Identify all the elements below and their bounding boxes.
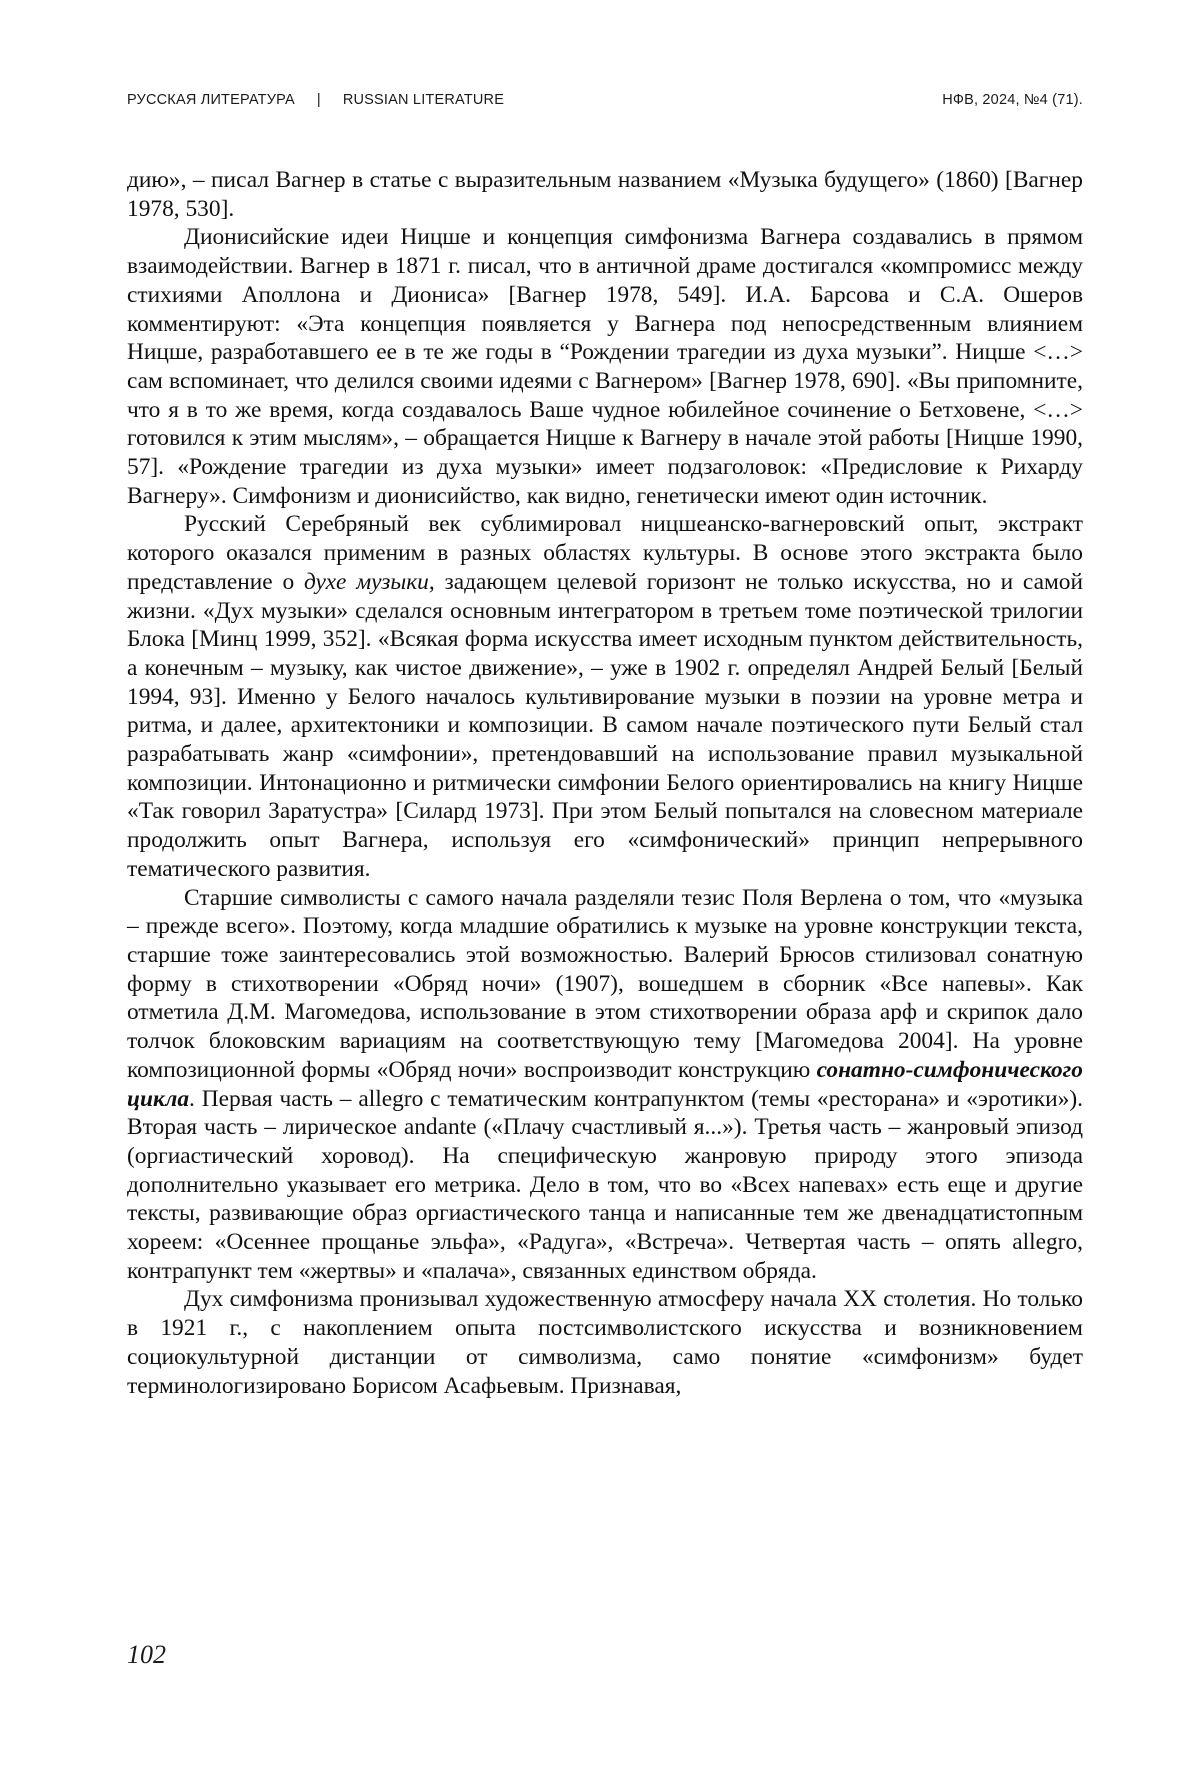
journal-title-en: RUSSIAN LITERATURE — [342, 92, 505, 108]
paragraph-4-bold-italic: сонатно-симфонического цикла — [127, 1056, 1083, 1112]
paragraph-4-text-b: . Первая часть – allegro с тематическим контрапунктом (темы «ресторана» и «эротики»). Вторая часть – лирическое andante («Плачу счастливый я...»). Третья часть – жанровый эпизод (оргиастический хоровод). На специфическую жанровую природу этого эпизода дополнительно указывает его метрика. Дело в том, что во «Всех напевах» есть еще и другие тексты, развивающие образ оргиастического танца и написанные тем же двенадцатистопным хореем: «Осеннее прощанье эльфа», «Радуга», «Встреча». Четвертая часть – опять allegro, контрапункт тем «жертвы» и «палача», связанных единством обряда. — [127, 1085, 1083, 1284]
running-header-left — [127, 92, 504, 108]
page-number: 102 — [127, 1640, 166, 1669]
paragraph-4-text-a: Старшие символисты с самого начала разделяли тезис Поля Верлена о том, что «музыка – прежде всего». Поэтому, когда младшие обратились к музыке на уровне конструкции текста, старшие тоже заинтересовались этой возможностью. Валерий Брюсов стилизовал сонатную форму в стихотворении «Обряд ночи» (1907), вошедшем в сборник «Все напевы». Как отметила Д.М. Магомедова, использование в этом стихотворении образа арф и скрипок дало толчок блоковским вариациям на соответствующую тему [Магомедова 2004]. На уровне композиционной формы «Обряд ночи» воспроизводит конструкцию — [127, 884, 1083, 1083]
paragraph-5: Дух симфонизма пронизывал художественную атмосферу начала XX столетия. Но только в 1921 г., с накоплением опыта постсимволистского искусства и возникновением социокультурной дистанции от символизма, само понятие «симфонизм» будет терминологизировано Борисом Асафьевым. Признавая, — [127, 1286, 1083, 1399]
paragraph-3-italic: духе музыки — [304, 568, 429, 595]
paragraph-3-text-a: Русский Серебряный век сублимировал ницшеанско-вагнеровский опыт, экстракт которого оказался применим в разных областях культуры. В основе этого экстракта было представление о — [127, 511, 1083, 595]
paragraph-2: Дионисийские идеи Ницше и концепция симфонизма Вагнера создавались в прямом взаимодействии. Вагнер в 1871 г. писал, что в античной драме достигался «компромисс между стихиями Аполлона и Диониса» [Вагнер 1978, 549]. И.А. Барсова и С.А. Ошеров комментируют: «Эта концепция появляется у Вагнера под непосредственным влиянием Ницше, разработавшего ее в те же годы в “Рождении трагедии из духа музыки”. Ницше <…> сам вспоминает, что делился своими идеями с Вагнером» [Вагнер 1978, 690]. «Вы припомните, что я в то же время, когда создавалось Ваше чудное юбилейное сочинение о Бетховене, <…> готовился к этим мыслям», – обращается Ницше к Вагнеру в начале этой работы [Ницше 1990, 57]. «Рождение трагедии из духа музыки» имеет подзаголовок: «Предисловие к Рихарду Вагнеру». Симфонизм и дионисийство, как видно, генетически имеют один источник. — [127, 224, 1083, 509]
journal-title-ru: РУССКАЯ ЛИТЕРАТУРА — [127, 92, 295, 108]
paragraph-4 — [127, 884, 1083, 1286]
article-body — [127, 166, 1083, 1400]
issue-info: НФВ, 2024, №4 (71). — [942, 92, 1083, 108]
paragraph-1: дию», – писал Вагнер в статье с выразительным названием «Музыка будущего» (1860) [Вагнер 1978, 530]. — [127, 167, 1083, 222]
paragraph-3 — [127, 510, 1083, 883]
running-header — [127, 92, 1083, 116]
header-separator: | — [316, 92, 321, 108]
paragraph-3-text-b: , задающем целевой горизонт не только искусства, но и самой жизни. «Дух музыки» сделался основным интегратором в третьем томе поэтической трилогии Блока [Минц 1999, 352]. «Всякая форма искусства имеет исходным пунктом действительность, а конечным – музыку, как чистое движение», – уже в 1902 г. определял Андрей Белый [Белый 1994, 93]. Именно у Белого началось культивирование музыки в поэзии на уровне метра и ритма, и далее, архитектоники и композиции. В самом начале поэтического пути Белый стал разрабатывать жанр «симфонии», претендовавший на использование правил музыкальной композиции. Интонационно и ритмически симфонии Белого ориентировались на книгу Ницше «Так говорил Заратустра» [Силард 1973]. При этом Белый попытался на словесном материале продолжить опыт Вагнера, используя его «симфонический» принцип непрерывного тематического развития. — [127, 568, 1083, 882]
